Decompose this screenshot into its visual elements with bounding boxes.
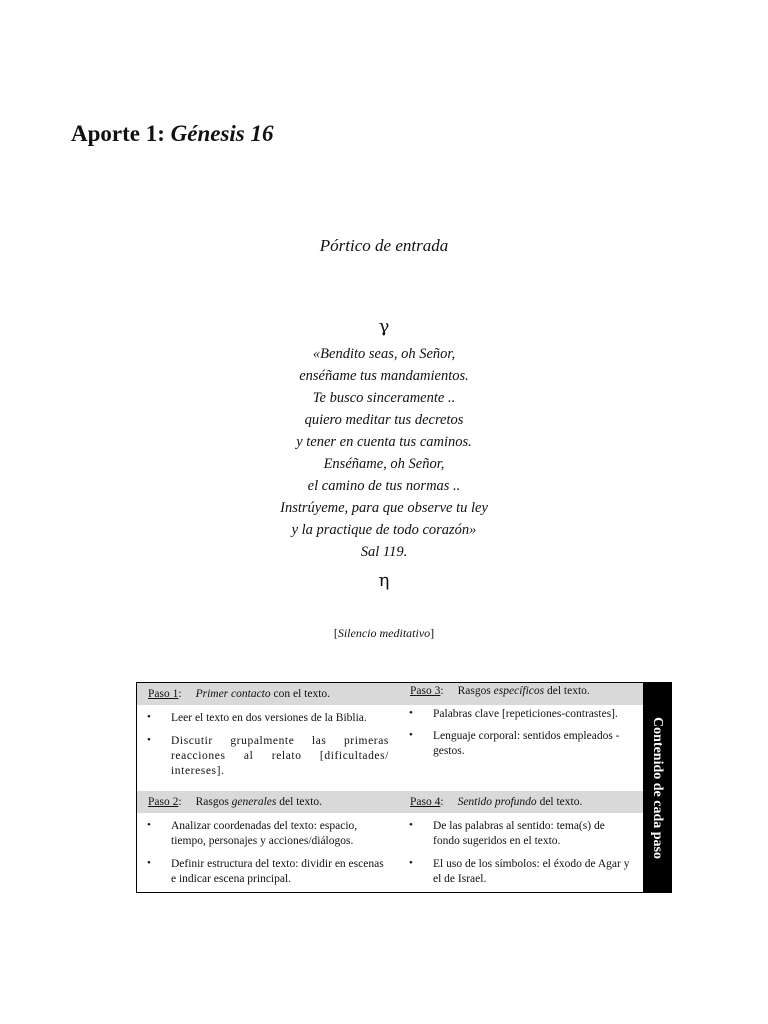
step-4-header: Paso 4: Sentido profundo del texto. bbox=[399, 791, 643, 813]
colon: : bbox=[178, 688, 182, 700]
gamma-ornament: γ bbox=[378, 316, 390, 337]
list-item: • Lenguaje corporal: sentidos empleados - gestos. bbox=[409, 729, 620, 757]
eta-ornament: η bbox=[378, 570, 390, 591]
page-title bbox=[71, 121, 274, 147]
step-3-header: Paso 3: Rasgos específicos del texto. bbox=[399, 683, 643, 705]
poem-line: «Bendito seas, oh Señor, bbox=[312, 346, 456, 362]
list-item: • El uso de los símbolos: el éxodo de Agar y el de Israel. bbox=[409, 857, 630, 885]
poem-line: y tener en cuenta tus caminos. bbox=[296, 434, 472, 450]
side-label-bar bbox=[643, 683, 671, 892]
poem-line: y la practique de todo corazón» bbox=[291, 522, 477, 538]
psalm-quote bbox=[0, 343, 768, 563]
step-1-header: Paso 1: Primer contacto con el texto. bbox=[137, 683, 399, 705]
list-item: • Definir estructura del texto: dividir en escenas e indicar escena principal. bbox=[147, 857, 384, 885]
poem-line: quiero meditar tus decretos bbox=[304, 412, 464, 428]
steps-right-column bbox=[399, 683, 643, 892]
poem-line: enséñame tus mandamientos. bbox=[299, 368, 469, 384]
list-item: • De las palabras al sentido: tema(s) de fondo sugeridos en el texto. bbox=[409, 819, 605, 847]
steps-left-column bbox=[137, 683, 399, 892]
section-subtitle: Pórtico de entrada bbox=[319, 236, 449, 255]
list-item: • Palabras clave [repeticiones-contrastes]. bbox=[409, 707, 618, 720]
poem-line: el camino de tus normas .. bbox=[307, 478, 461, 494]
title-prefix: Aporte 1: bbox=[71, 121, 165, 146]
step-2-header: Paso 2: Rasgos generales del texto. bbox=[137, 791, 399, 813]
colon: : bbox=[440, 796, 444, 808]
colon: : bbox=[178, 796, 182, 808]
poem-line: Instrúyeme, para que observe tu ley bbox=[280, 500, 488, 516]
poem-line: Enséñame, oh Señor, bbox=[323, 456, 445, 472]
side-label: Contenido de cada paso bbox=[650, 716, 665, 859]
poem-line: Te busco sinceramente .. bbox=[312, 390, 456, 406]
silence-text: Silencio meditativo bbox=[337, 626, 431, 640]
title-book: Génesis 16 bbox=[170, 121, 274, 146]
list-item: • Analizar coordenadas del texto: espacio, tiempo, personajes y acciones/diálogos. bbox=[147, 819, 358, 847]
list-item: • Leer el texto en dos versiones de la Biblia. bbox=[147, 711, 367, 724]
poem-citation: Sal 119. bbox=[360, 544, 408, 560]
colon: : bbox=[440, 685, 444, 697]
steps-table bbox=[136, 682, 672, 893]
list-item: • Discutir grupalmente las primeras reacciones al relato [dificultades/ intereses]. bbox=[147, 734, 389, 777]
silence-note: [Silencio meditativo] bbox=[333, 626, 435, 640]
